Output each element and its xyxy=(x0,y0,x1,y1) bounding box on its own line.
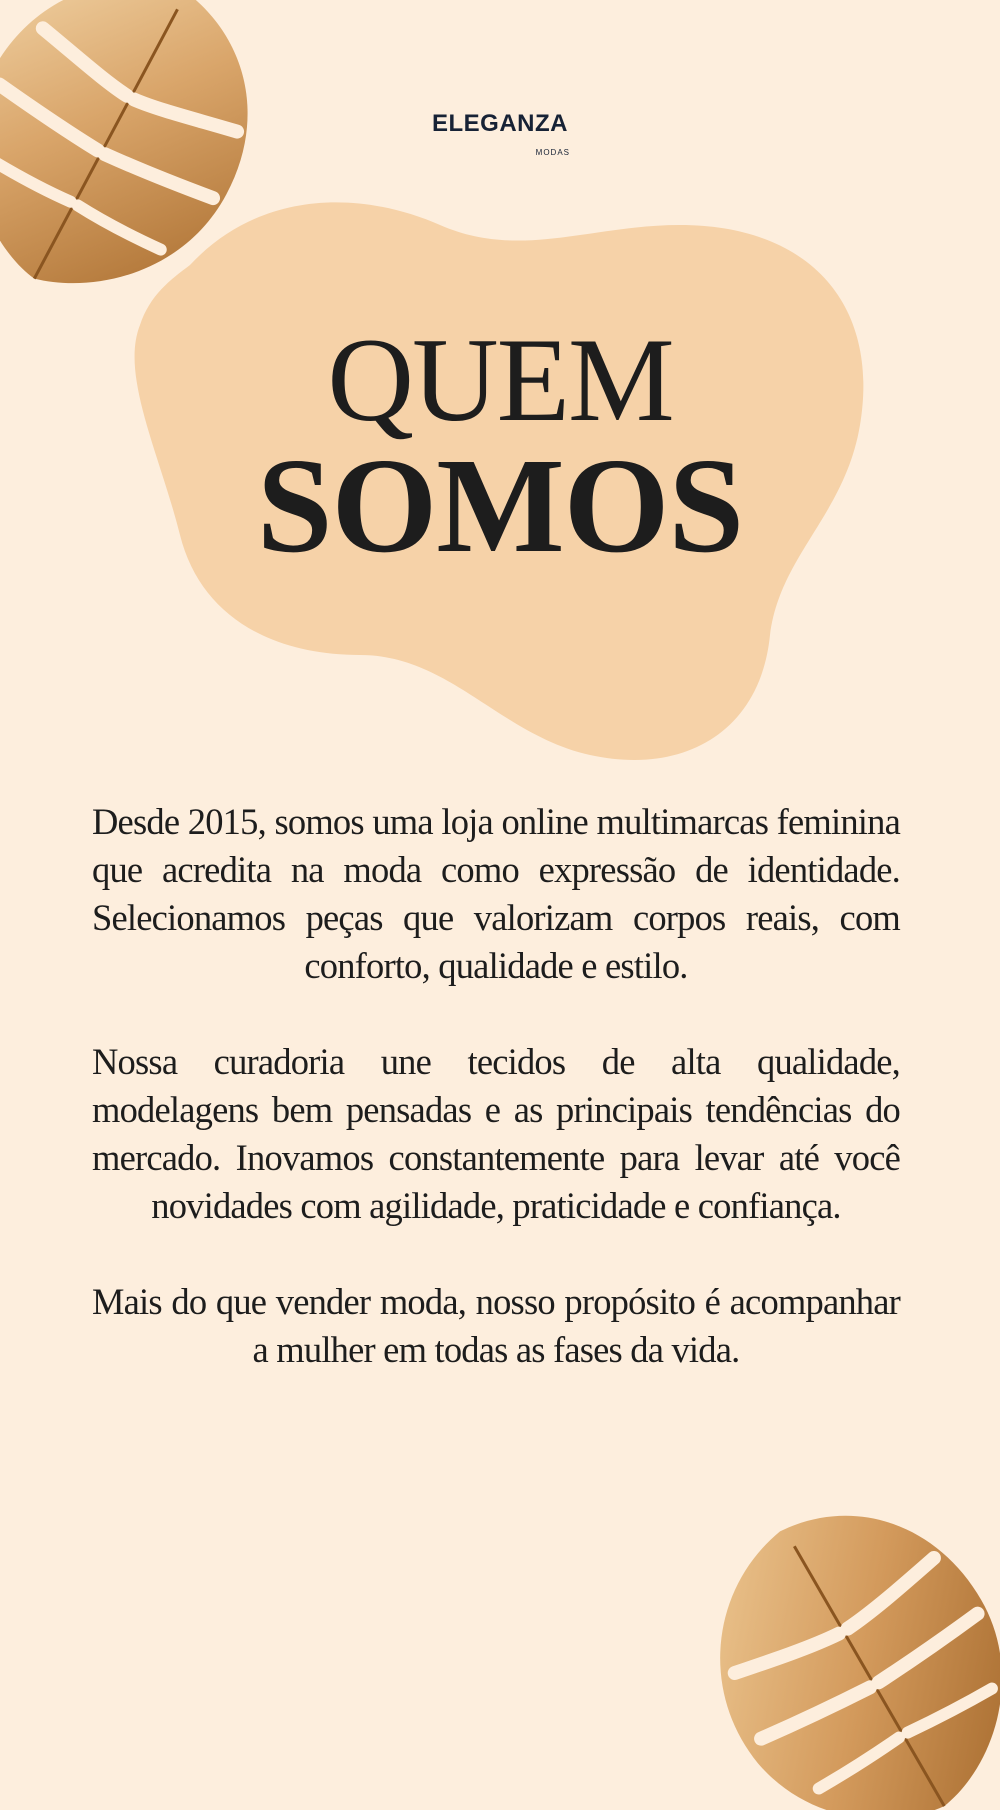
title-line-2: SOMOS xyxy=(256,431,744,581)
paragraph-1: Desde 2015, somos uma loja online multimarcas feminina que acredita na moda como expressão de identidade. Selecionamos peças que valorizam corpos reais, com conforto, qualidade e estilo. xyxy=(92,801,900,986)
brand-subtitle: MODAS xyxy=(535,148,570,157)
brand-name: ELEGANZA xyxy=(432,110,568,137)
about-text xyxy=(92,798,900,1422)
paragraph-2: Nossa curadoria une tecidos de alta qualidade, modelagens bem pensadas e as principais tendências do mercado. Inovamos constantemente para levar até você novidades com agilidade, praticidade e confiança. xyxy=(92,1041,900,1226)
paragraph-3: Mais do que vender moda, nosso propósito é acompanhar a mulher em todas as fases da vida. xyxy=(92,1281,900,1370)
page-title xyxy=(0,313,1000,581)
brand-subtitle-wrap xyxy=(0,140,1000,159)
title-line-1: QUEM xyxy=(327,313,673,446)
monstera-leaf-icon xyxy=(680,1490,1000,1810)
brand-logo xyxy=(0,112,1000,136)
